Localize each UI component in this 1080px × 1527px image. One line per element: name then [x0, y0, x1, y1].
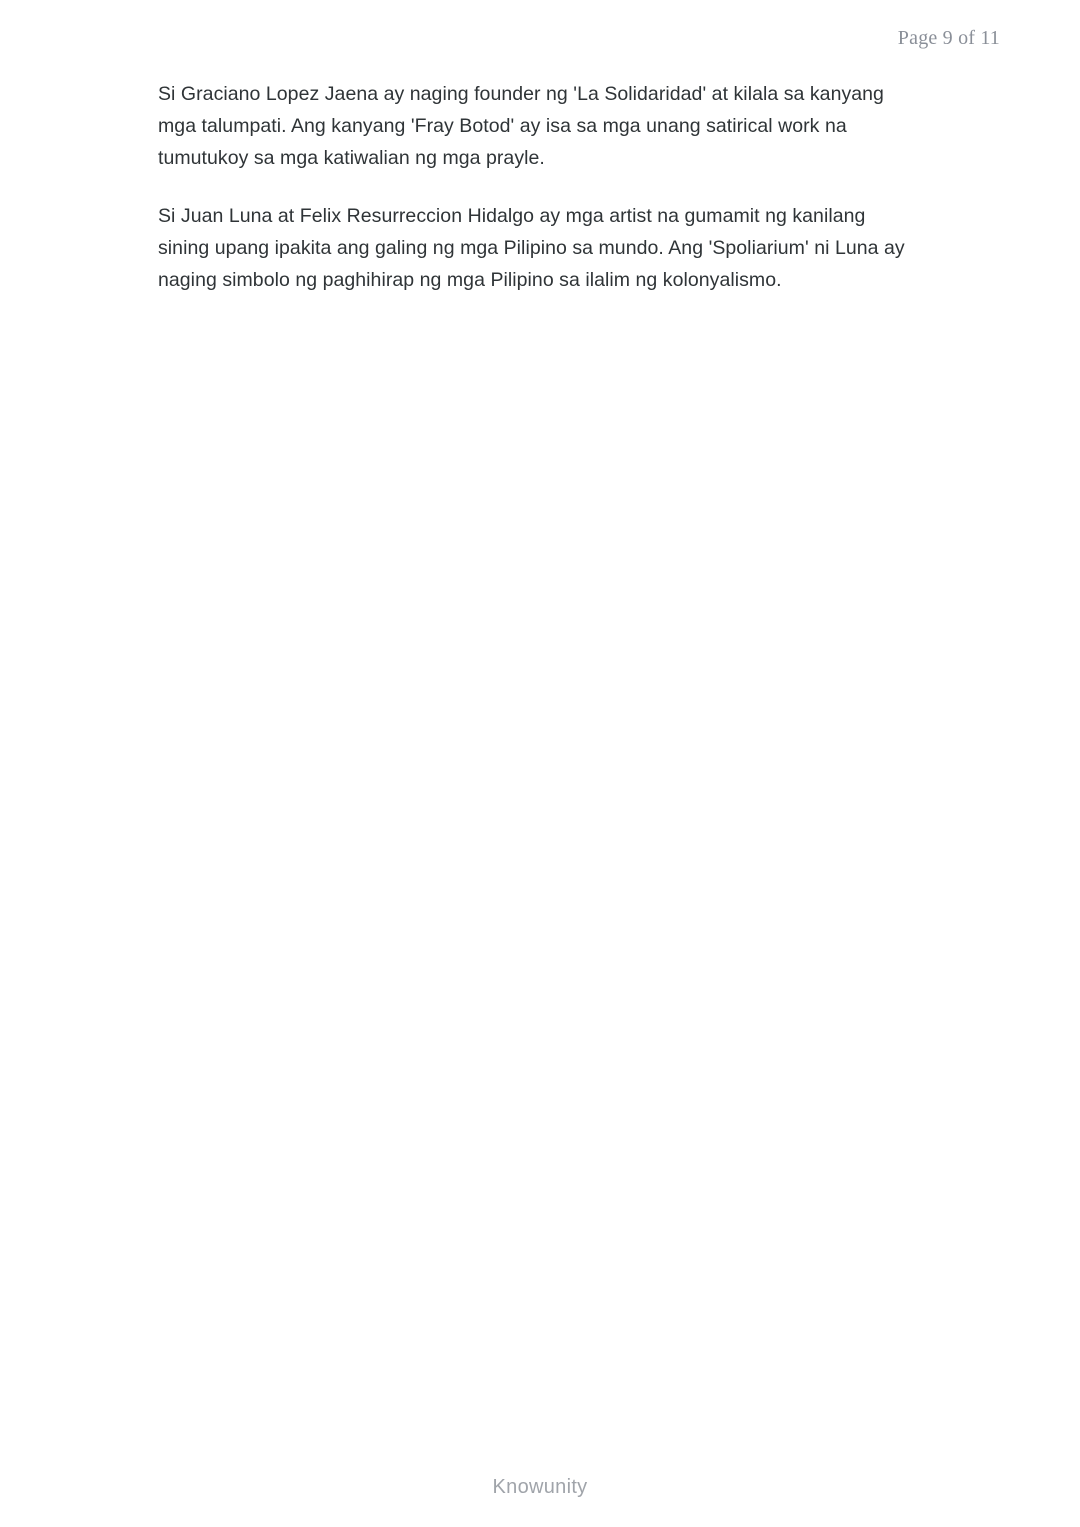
footer-brand: Knowunity	[492, 1476, 588, 1498]
paragraph: Si Graciano Lopez Jaena ay naging founder ng 'La Solidaridad' at kilala sa kanyang mga talumpati. Ang kanyang 'Fray Botod' ay isa sa mga unang satirical work na tumutukoy sa mga katiwalian ng mga prayle.	[158, 83, 884, 169]
page-indicator: Page 9 of 11	[897, 27, 1000, 49]
document-body	[158, 78, 922, 296]
paragraph: Si Juan Luna at Felix Resurreccion Hidalgo ay mga artist na gumamit ng kanilang sining upang ipakita ang galing ng mga Pilipino sa mundo. Ang 'Spoliarium' ni Luna ay naging simbolo ng paghihirap ng mga Pilipino sa ilalim ng kolonyalismo.	[158, 205, 905, 291]
